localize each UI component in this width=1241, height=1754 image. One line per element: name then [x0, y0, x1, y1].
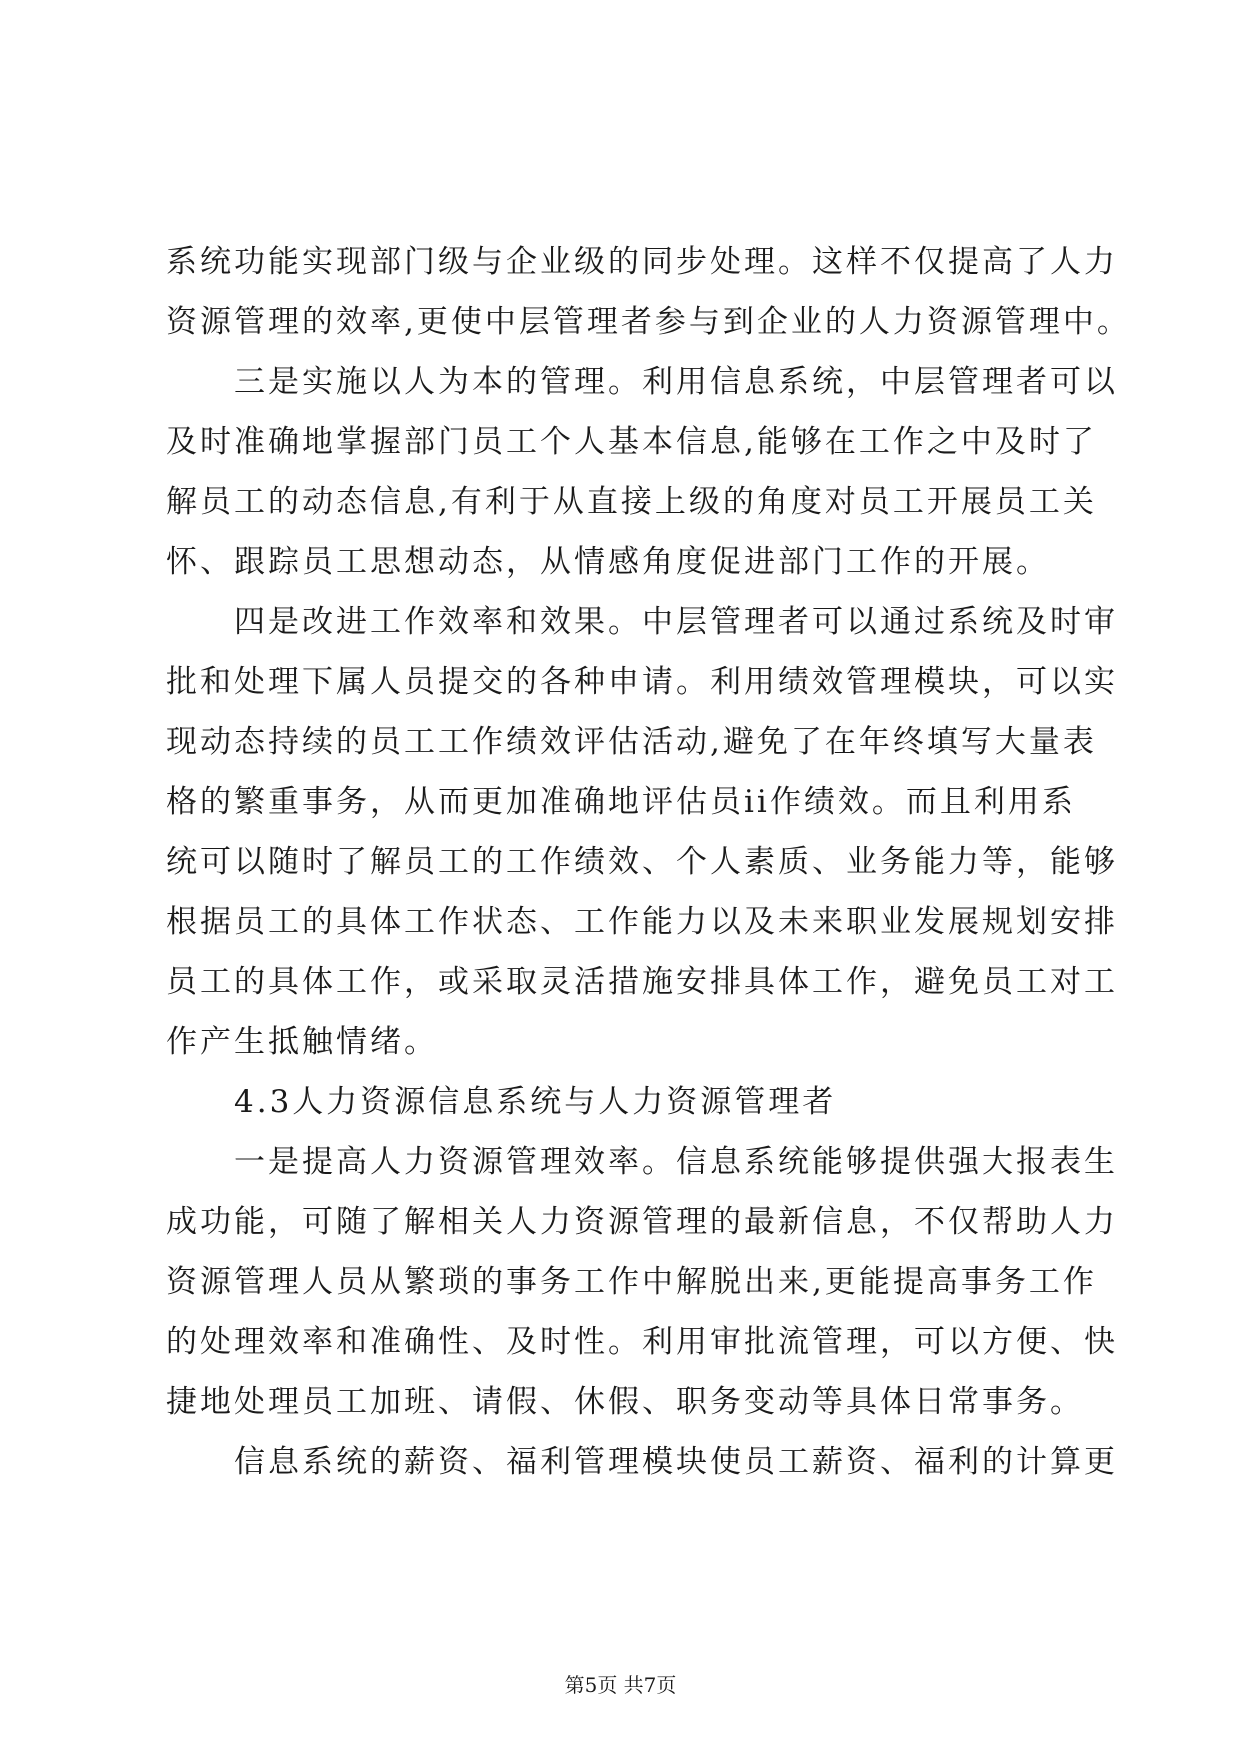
text-line: 批和处理下属人员提交的各种申请。利用绩效管理模块，可以实: [166, 664, 1118, 700]
page-number-footer: 第5页 共7页: [564, 1673, 677, 1697]
text-line: 捷地处理员工加班、请假、休假、职务变动等具体日常事务。: [166, 1384, 1084, 1420]
paragraph-start-line: 三是实施以人为本的管理。利用信息系统，中层管理者可以: [234, 364, 1118, 400]
text-line: 怀、跟踪员工思想动态，从情感角度促进部门工作的开展。: [166, 544, 1050, 580]
text-line: 统可以随时了解员工的工作绩效、个人素质、业务能力等，能够: [166, 844, 1118, 880]
text-line: 及时准确地掌握部门员工个人基本信息,能够在工作之中及时了: [166, 424, 1097, 460]
text-line: 资源管理人员从繁琐的事务工作中解脱出来,更能提高事务工作: [166, 1264, 1097, 1300]
text-line: 现动态持续的员工工作绩效评估活动,避免了在年终填写大量表: [166, 724, 1097, 760]
text-line: 解员工的动态信息,有利于从直接上级的角度对员工开展员工关: [166, 484, 1097, 520]
section-heading: 4.3人力资源信息系统与人力资源管理者: [234, 1084, 837, 1120]
paragraph-start-line: 一是提高人力资源管理效率。信息系统能够提供强大报表生: [234, 1144, 1118, 1180]
paragraph-start-line: 四是改进工作效率和效果。中层管理者可以通过系统及时审: [234, 604, 1118, 640]
paragraph-start-line: 信息系统的薪资、福利管理模块使员工薪资、福利的计算更: [234, 1444, 1118, 1480]
text-line: 根据员工的具体工作状态、工作能力以及未来职业发展规划安排: [166, 904, 1118, 940]
text-line: 格的繁重事务，从而更加准确地评估员ii作绩效。而且利用系: [166, 784, 1076, 820]
text-line: 的处理效率和准确性、及时性。利用审批流管理，可以方便、快: [166, 1324, 1118, 1360]
body-text: [166, 232, 1131, 1492]
text-line: 资源管理的效率,更使中层管理者参与到企业的人力资源管理中。: [166, 304, 1131, 340]
text-line: 作产生抵触情绪。: [166, 1024, 438, 1060]
text-line: 员工的具体工作，或采取灵活措施安排具体工作，避免员工对工: [166, 964, 1118, 1000]
text-line: 系统功能实现部门级与企业级的同步处理。这样不仅提高了人力: [166, 244, 1118, 280]
text-line: 成功能，可随了解相关人力资源管理的最新信息，不仅帮助人力: [166, 1204, 1118, 1240]
